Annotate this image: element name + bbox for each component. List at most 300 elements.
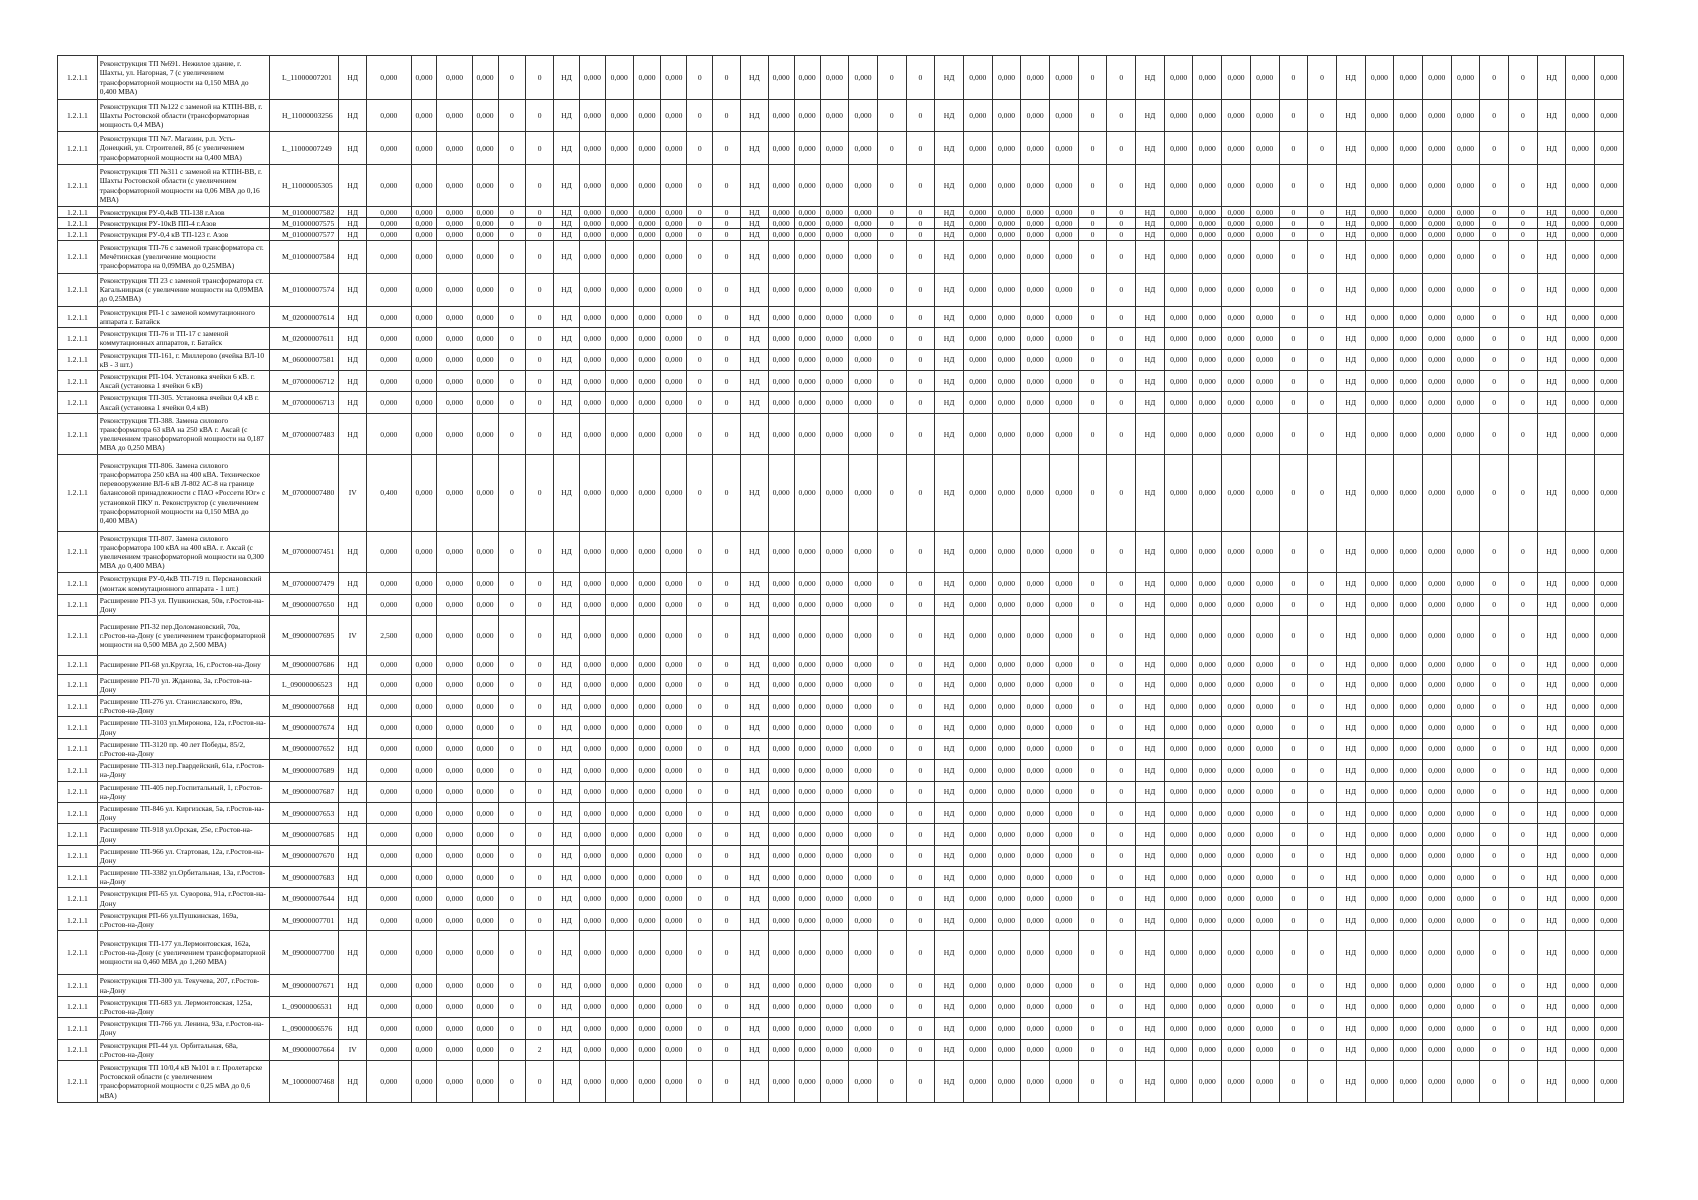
value-cell: 0,000: [1050, 931, 1079, 975]
value-cell: 0,000: [437, 218, 472, 229]
value-cell: НД: [1136, 931, 1165, 975]
value-cell: 0,000: [1451, 802, 1480, 823]
value-cell: 0,000: [1250, 1018, 1279, 1039]
value-cell: 0,000: [1365, 695, 1394, 716]
value-cell: 0: [1480, 392, 1509, 413]
value-cell: 0,000: [1222, 240, 1251, 273]
value-cell: НД: [1136, 392, 1165, 413]
value-cell: 0: [1308, 594, 1337, 615]
value-cell: НД: [1136, 218, 1165, 229]
value-cell: 0: [1509, 349, 1538, 370]
value-cell: НД: [740, 56, 768, 100]
value-cell: 0,000: [1451, 845, 1480, 866]
value-cell: 0,000: [1394, 1018, 1423, 1039]
value-cell: 0: [877, 229, 906, 240]
table-row: [58, 824, 1624, 845]
group-cell: НД: [339, 845, 367, 866]
value-cell: 0,000: [849, 1039, 878, 1060]
value-cell: 0,000: [1451, 931, 1480, 975]
value-cell: НД: [1336, 573, 1365, 594]
value-cell: 0: [906, 132, 935, 165]
value-cell: НД: [1336, 531, 1365, 573]
value-cell: 0,000: [1595, 306, 1624, 327]
value-cell: 0,000: [472, 392, 498, 413]
value-cell: 0,000: [411, 165, 437, 207]
value-cell: НД: [1136, 273, 1165, 306]
value-cell: 0: [1509, 931, 1538, 975]
project-code-cell: M_01000007574: [269, 273, 338, 306]
value-cell: 0: [1308, 207, 1337, 218]
value-cell: 0,000: [1222, 781, 1251, 802]
value-cell: НД: [1336, 738, 1365, 759]
value-cell: 0: [498, 1039, 526, 1060]
project-code-cell: H_11000003256: [269, 100, 338, 132]
value-cell: 0,000: [820, 824, 849, 845]
value-cell: 0,000: [1164, 674, 1193, 695]
value-cell: 0,000: [963, 695, 992, 716]
project-code-cell: M_07000006712: [269, 371, 338, 392]
value-cell: НД: [1336, 760, 1365, 781]
project-name-cell: Реконструкция ТП-766 ул. Ленина, 93а, г.Ростов-на-Дону: [97, 1018, 269, 1039]
value-cell: 0,000: [1050, 996, 1079, 1017]
value-cell: НД: [1537, 132, 1566, 165]
value-cell: 0: [1509, 531, 1538, 573]
value-cell: НД: [935, 781, 964, 802]
value-cell: 0,000: [661, 594, 687, 615]
project-code-cell: M_09000007652: [269, 738, 338, 759]
value-cell: НД: [740, 573, 768, 594]
table-row: [58, 781, 1624, 802]
value-cell: 0,000: [411, 674, 437, 695]
value-cell: 0,000: [1566, 207, 1595, 218]
value-cell: НД: [1537, 655, 1566, 674]
value-cell: 0: [1107, 531, 1136, 573]
value-cell: 0: [687, 674, 713, 695]
value-cell: НД: [1136, 573, 1165, 594]
value-cell: 0,000: [579, 996, 605, 1017]
value-cell: 0: [713, 909, 741, 930]
group-cell: НД: [339, 306, 367, 327]
value-cell: 0: [1107, 240, 1136, 273]
value-cell: НД: [740, 594, 768, 615]
value-cell: 0: [713, 717, 741, 738]
group-cell: НД: [339, 931, 367, 975]
value-cell: 0,000: [1250, 824, 1279, 845]
value-cell: 0: [1308, 413, 1337, 455]
value-cell: 0,000: [579, 165, 605, 207]
value-cell: 0,000: [661, 1018, 687, 1039]
value-cell: 0,000: [367, 100, 411, 132]
value-cell: 0: [526, 273, 554, 306]
value-cell: 0,000: [1566, 413, 1595, 455]
value-cell: 0,000: [661, 349, 687, 370]
value-cell: 0,000: [1595, 1018, 1624, 1039]
value-cell: 0,000: [605, 273, 633, 306]
value-cell: 0,000: [472, 100, 498, 132]
value-cell: 0,000: [963, 531, 992, 573]
value-cell: НД: [935, 845, 964, 866]
value-cell: НД: [1537, 867, 1566, 888]
value-cell: НД: [554, 165, 580, 207]
table-row: [58, 616, 1624, 656]
value-cell: 0: [1308, 100, 1337, 132]
row-index-cell: 1.2.1.1: [58, 996, 98, 1017]
value-cell: 0,000: [1365, 674, 1394, 695]
project-name-cell: Расширение ТП-3120 пр. 40 лет Победы, 85/2, г.Ростов-на-Дону: [97, 738, 269, 759]
value-cell: 0,000: [633, 975, 661, 996]
value-cell: 0,000: [1422, 349, 1451, 370]
value-cell: 0: [1279, 413, 1308, 455]
value-cell: 0,000: [768, 845, 794, 866]
value-cell: 0,000: [1021, 413, 1050, 455]
value-cell: 0,000: [1250, 802, 1279, 823]
value-cell: 0,000: [1222, 802, 1251, 823]
value-cell: 0,000: [1422, 371, 1451, 392]
value-cell: НД: [1336, 306, 1365, 327]
value-cell: 0,000: [1250, 717, 1279, 738]
value-cell: 0: [906, 455, 935, 531]
value-cell: 0: [1078, 240, 1107, 273]
value-cell: 0,000: [1250, 207, 1279, 218]
value-cell: 0,000: [1595, 573, 1624, 594]
value-cell: 0,000: [1422, 931, 1451, 975]
value-cell: 0,000: [963, 888, 992, 909]
value-cell: 0: [526, 909, 554, 930]
value-cell: 0,000: [1050, 328, 1079, 349]
value-cell: 0,000: [820, 531, 849, 573]
value-cell: 0,000: [472, 616, 498, 656]
project-name-cell: Расширение ТП-276 ул. Станиславского, 89в, г.Ростов-на-Дону: [97, 695, 269, 716]
project-name-cell: Расширение РП-32 пер.Доломановский, 70а, г.Ростов-на-Дону (с увеличением трансформаторной мощности на 0,500 МВА до 2,500 МВА): [97, 616, 269, 656]
value-cell: 0,000: [605, 306, 633, 327]
value-cell: 0: [1509, 1018, 1538, 1039]
value-cell: 0: [713, 207, 741, 218]
project-name-cell: Реконструкция РУ-0,4кВ ТП-138 г.Азов: [97, 207, 269, 218]
value-cell: НД: [1537, 802, 1566, 823]
value-cell: 0,000: [1422, 738, 1451, 759]
project-name-cell: Расширение ТП-405 пер.Госпитальный, 1, г.Ростов-на-Дону: [97, 781, 269, 802]
value-cell: НД: [1336, 455, 1365, 531]
value-cell: 0: [1279, 975, 1308, 996]
value-cell: НД: [1336, 931, 1365, 975]
value-cell: НД: [1537, 100, 1566, 132]
value-cell: 0,000: [1164, 455, 1193, 531]
group-cell: НД: [339, 760, 367, 781]
group-cell: IV: [339, 1039, 367, 1060]
value-cell: 0: [1480, 717, 1509, 738]
value-cell: 0: [687, 229, 713, 240]
value-cell: 0,000: [1595, 392, 1624, 413]
value-cell: 0,000: [1365, 802, 1394, 823]
value-cell: 0: [906, 1039, 935, 1060]
value-cell: НД: [1537, 781, 1566, 802]
value-cell: 0,000: [849, 229, 878, 240]
value-cell: 0,000: [367, 392, 411, 413]
value-cell: 0,000: [1222, 616, 1251, 656]
value-cell: НД: [1336, 273, 1365, 306]
value-cell: 0,000: [768, 867, 794, 888]
group-cell: НД: [339, 738, 367, 759]
value-cell: 0,000: [1566, 573, 1595, 594]
value-cell: 0,000: [794, 594, 820, 615]
value-cell: 0: [906, 229, 935, 240]
value-cell: НД: [554, 1060, 580, 1102]
value-cell: 0: [1107, 229, 1136, 240]
value-cell: 0,000: [1422, 996, 1451, 1017]
value-cell: 0,000: [992, 845, 1021, 866]
value-cell: НД: [1537, 573, 1566, 594]
value-cell: 0,000: [605, 695, 633, 716]
value-cell: 0,000: [1193, 100, 1222, 132]
value-cell: 0,000: [1422, 824, 1451, 845]
value-cell: НД: [740, 824, 768, 845]
value-cell: 0,000: [1222, 349, 1251, 370]
value-cell: 0,000: [437, 1060, 472, 1102]
project-code-cell: M_07000007479: [269, 573, 338, 594]
value-cell: 0: [1107, 132, 1136, 165]
value-cell: 0,000: [437, 56, 472, 100]
value-cell: 0,000: [849, 132, 878, 165]
value-cell: 0,000: [605, 218, 633, 229]
value-cell: 0,000: [768, 328, 794, 349]
value-cell: 0,000: [1365, 616, 1394, 656]
value-cell: 0,000: [367, 1018, 411, 1039]
value-cell: 0,000: [605, 996, 633, 1017]
value-cell: 0,000: [1250, 695, 1279, 716]
value-cell: 0,000: [1422, 240, 1451, 273]
value-cell: 0,000: [1021, 594, 1050, 615]
value-cell: НД: [1336, 240, 1365, 273]
value-cell: 0,000: [367, 975, 411, 996]
value-cell: 0,000: [633, 717, 661, 738]
value-cell: 0,000: [992, 888, 1021, 909]
value-cell: 0,000: [472, 845, 498, 866]
value-cell: 0,000: [963, 229, 992, 240]
value-cell: 0: [1107, 845, 1136, 866]
value-cell: НД: [554, 781, 580, 802]
value-cell: 0,000: [794, 573, 820, 594]
value-cell: 0: [713, 531, 741, 573]
value-cell: 0,000: [411, 802, 437, 823]
value-cell: 0,000: [794, 845, 820, 866]
value-cell: 0,000: [437, 240, 472, 273]
group-cell: НД: [339, 888, 367, 909]
value-cell: 0,000: [963, 413, 992, 455]
value-cell: НД: [935, 349, 964, 370]
value-cell: 0: [1107, 1060, 1136, 1102]
value-cell: НД: [1336, 207, 1365, 218]
value-cell: 0,000: [1422, 616, 1451, 656]
value-cell: НД: [935, 413, 964, 455]
value-cell: 0,000: [633, 371, 661, 392]
value-cell: 0: [1107, 888, 1136, 909]
value-cell: 0: [526, 328, 554, 349]
value-cell: 0: [713, 413, 741, 455]
value-cell: 0,000: [661, 273, 687, 306]
value-cell: 0,000: [1164, 229, 1193, 240]
row-index-cell: 1.2.1.1: [58, 909, 98, 930]
value-cell: 0,000: [1164, 306, 1193, 327]
value-cell: 0,000: [1250, 392, 1279, 413]
value-cell: 0,000: [1164, 573, 1193, 594]
value-cell: 0,000: [820, 996, 849, 1017]
value-cell: 0,000: [768, 1039, 794, 1060]
value-cell: 0: [687, 975, 713, 996]
value-cell: 0,000: [1451, 594, 1480, 615]
value-cell: 0,000: [1193, 56, 1222, 100]
value-cell: НД: [935, 1018, 964, 1039]
value-cell: 0,000: [633, 100, 661, 132]
value-cell: 0,000: [367, 824, 411, 845]
value-cell: 0: [687, 781, 713, 802]
value-cell: 0,000: [1595, 674, 1624, 695]
value-cell: 0: [498, 909, 526, 930]
value-cell: 0: [1480, 240, 1509, 273]
value-cell: 0,000: [1250, 888, 1279, 909]
value-cell: 0: [1308, 909, 1337, 930]
value-cell: 0: [687, 165, 713, 207]
value-cell: 0,000: [367, 413, 411, 455]
project-code-cell: L_09000006576: [269, 1018, 338, 1039]
group-cell: НД: [339, 349, 367, 370]
value-cell: 0: [1279, 695, 1308, 716]
group-cell: НД: [339, 573, 367, 594]
value-cell: 0: [877, 616, 906, 656]
value-cell: 0: [1107, 218, 1136, 229]
value-cell: НД: [1136, 100, 1165, 132]
value-cell: НД: [740, 455, 768, 531]
value-cell: 0,000: [633, 867, 661, 888]
value-cell: 0,000: [1222, 867, 1251, 888]
value-cell: НД: [554, 594, 580, 615]
value-cell: НД: [554, 975, 580, 996]
value-cell: 0: [687, 1060, 713, 1102]
value-cell: 0,000: [1566, 1039, 1595, 1060]
value-cell: 0,000: [472, 867, 498, 888]
value-cell: НД: [740, 655, 768, 674]
value-cell: НД: [1537, 717, 1566, 738]
value-cell: НД: [935, 132, 964, 165]
value-cell: 0: [713, 240, 741, 273]
value-cell: 0: [526, 824, 554, 845]
value-cell: 0: [1509, 695, 1538, 716]
value-cell: НД: [1336, 802, 1365, 823]
value-cell: 0: [1308, 273, 1337, 306]
value-cell: 0: [1308, 218, 1337, 229]
value-cell: 0,000: [1566, 1060, 1595, 1102]
value-cell: 0,000: [1566, 1018, 1595, 1039]
value-cell: 0,000: [992, 909, 1021, 930]
value-cell: НД: [554, 132, 580, 165]
value-cell: 0,000: [1422, 207, 1451, 218]
value-cell: 0: [526, 760, 554, 781]
value-cell: 0,000: [992, 594, 1021, 615]
value-cell: 0: [1107, 56, 1136, 100]
value-cell: 0: [1279, 616, 1308, 656]
value-cell: 0,000: [794, 1060, 820, 1102]
value-cell: 0: [1480, 306, 1509, 327]
value-cell: 0,000: [1164, 975, 1193, 996]
value-cell: 0,000: [1451, 996, 1480, 1017]
value-cell: 0: [1107, 616, 1136, 656]
value-cell: 0,000: [768, 824, 794, 845]
value-cell: 0,000: [849, 1060, 878, 1102]
project-code-cell: M_06000007581: [269, 349, 338, 370]
value-cell: 0,000: [1193, 165, 1222, 207]
value-cell: 0,000: [1394, 207, 1423, 218]
value-cell: 0,000: [1050, 909, 1079, 930]
value-cell: 0,000: [605, 867, 633, 888]
value-cell: 0,000: [1050, 100, 1079, 132]
value-cell: 0,000: [849, 392, 878, 413]
value-cell: 0: [1078, 594, 1107, 615]
row-index-cell: 1.2.1.1: [58, 738, 98, 759]
value-cell: НД: [740, 802, 768, 823]
value-cell: 0,000: [633, 909, 661, 930]
value-cell: 0,000: [579, 349, 605, 370]
value-cell: 0,000: [1595, 695, 1624, 716]
value-cell: 0: [1078, 56, 1107, 100]
group-cell: НД: [339, 717, 367, 738]
value-cell: 0: [1308, 328, 1337, 349]
value-cell: 0,000: [794, 717, 820, 738]
value-cell: 0,000: [1595, 802, 1624, 823]
value-cell: 0,000: [411, 760, 437, 781]
value-cell: 0,000: [1365, 996, 1394, 1017]
value-cell: 0,000: [794, 738, 820, 759]
value-cell: 0,000: [367, 867, 411, 888]
group-cell: НД: [339, 695, 367, 716]
row-index-cell: 1.2.1.1: [58, 655, 98, 674]
value-cell: 0,000: [1394, 455, 1423, 531]
value-cell: 0,000: [1566, 738, 1595, 759]
value-cell: 0: [906, 56, 935, 100]
value-cell: НД: [1136, 240, 1165, 273]
value-cell: 0,000: [794, 1018, 820, 1039]
value-cell: 0,000: [579, 616, 605, 656]
value-cell: 0,000: [1021, 845, 1050, 866]
value-cell: 0,000: [849, 655, 878, 674]
value-cell: 0,000: [605, 573, 633, 594]
value-cell: 0,000: [437, 328, 472, 349]
value-cell: 0,000: [1021, 207, 1050, 218]
value-cell: 0: [498, 392, 526, 413]
value-cell: 0,000: [794, 674, 820, 695]
value-cell: 0: [906, 845, 935, 866]
value-cell: 0,000: [1050, 392, 1079, 413]
value-cell: 0,000: [411, 100, 437, 132]
value-cell: 0,000: [1050, 781, 1079, 802]
value-cell: 0: [877, 824, 906, 845]
project-name-cell: Реконструкция ТП-806. Замена силового трансформатора 250 кВА на 400 кВА. Техническое перевооружение ВЛ-6 кВ Л-802 АС-8 на границе балансовой принадлежности с ПАО «Россети Юг» с установкой ПКУ п. Реконструктор (с увеличением трансформаторной мощности на 0,150 МВА до 0,400 МВА): [97, 455, 269, 531]
value-cell: 0,000: [1164, 845, 1193, 866]
value-cell: 0,000: [849, 909, 878, 930]
value-cell: 0,000: [579, 867, 605, 888]
value-cell: 0,000: [367, 781, 411, 802]
value-cell: 0,000: [849, 56, 878, 100]
value-cell: 0,000: [1394, 888, 1423, 909]
value-cell: 0,000: [1164, 240, 1193, 273]
value-cell: 0: [526, 802, 554, 823]
value-cell: 0: [1107, 1018, 1136, 1039]
value-cell: 0,000: [661, 802, 687, 823]
value-cell: 0: [687, 413, 713, 455]
value-cell: НД: [1136, 824, 1165, 845]
value-cell: НД: [1336, 975, 1365, 996]
value-cell: 0: [1078, 674, 1107, 695]
value-cell: 0,000: [820, 392, 849, 413]
value-cell: 0,000: [605, 229, 633, 240]
